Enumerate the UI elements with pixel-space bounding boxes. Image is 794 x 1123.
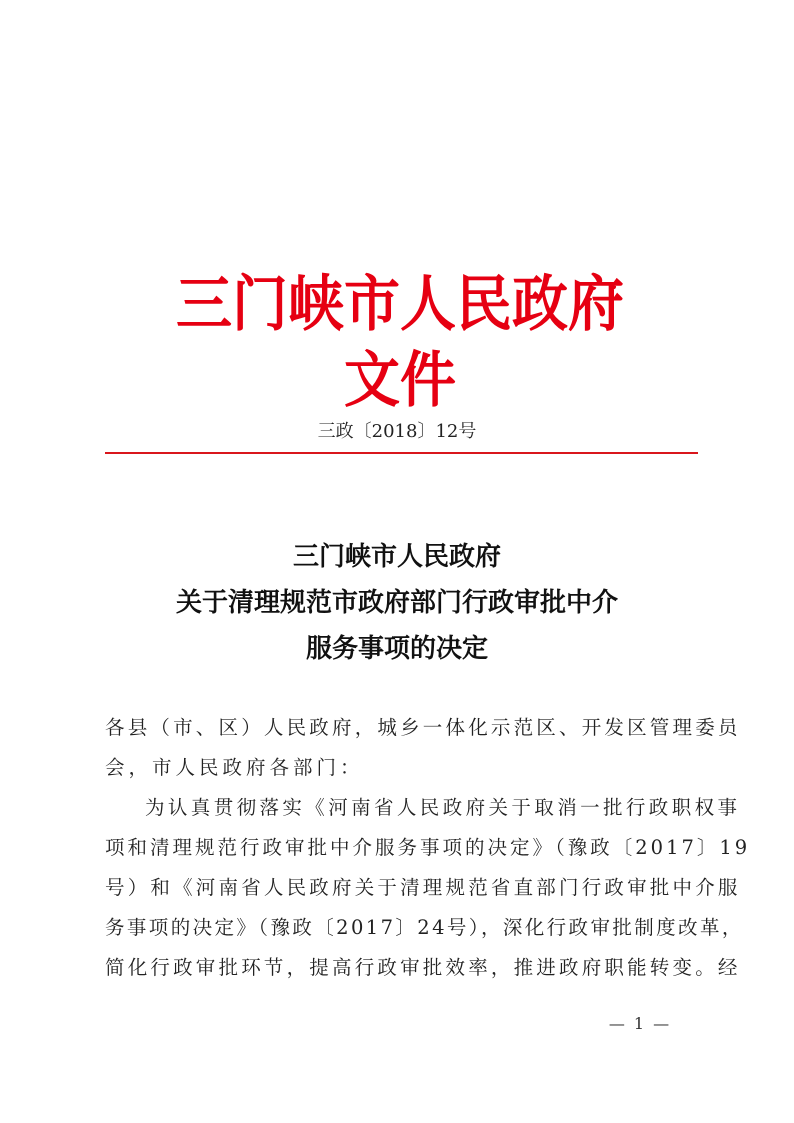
body-line-addressee xyxy=(105,708,741,748)
body-line-addressee xyxy=(105,748,699,788)
red-separator-rule xyxy=(105,452,698,454)
body-line-paragraph xyxy=(105,788,741,828)
title-line: 服务事项的决定 xyxy=(305,634,488,664)
body-line-paragraph xyxy=(105,868,741,908)
body-text: 为认真贯彻落实《河南省人民政府关于取消一批行政职权事 xyxy=(145,796,741,819)
document-title xyxy=(0,534,794,672)
body-text: 项和清理规范行政审批中介服务事项的决定》（豫政〔2017〕19 xyxy=(105,836,751,859)
body-line-paragraph xyxy=(105,828,751,868)
document-body xyxy=(105,708,751,988)
body-text: 号）和《河南省人民政府关于清理规范省直部门行政审批中介服 xyxy=(105,876,741,899)
title-line: 关于清理规范市政府部门行政审批中介 xyxy=(175,588,618,618)
body-line-paragraph xyxy=(105,908,744,948)
title-line: 三门峡市人民政府 xyxy=(292,542,501,572)
body-line-paragraph xyxy=(105,948,741,988)
body-text: 务事项的决定》（豫政〔2017〕24号），深化行政审批制度改革， xyxy=(105,916,744,939)
body-text: 各县（市、区）人民政府，城乡一体化示范区、开发区管理委员 xyxy=(105,716,741,739)
document-number: 三政〔2018〕12号 xyxy=(317,421,477,442)
body-text: 简化行政审批环节，提高行政审批效率，推进政府职能转变。经 xyxy=(105,956,741,979)
body-text: 会，市人民政府各部门： xyxy=(105,756,364,779)
page-number: — 1 — xyxy=(608,1014,672,1033)
masthead-title: 三门峡市人民政府文件 xyxy=(176,268,624,416)
